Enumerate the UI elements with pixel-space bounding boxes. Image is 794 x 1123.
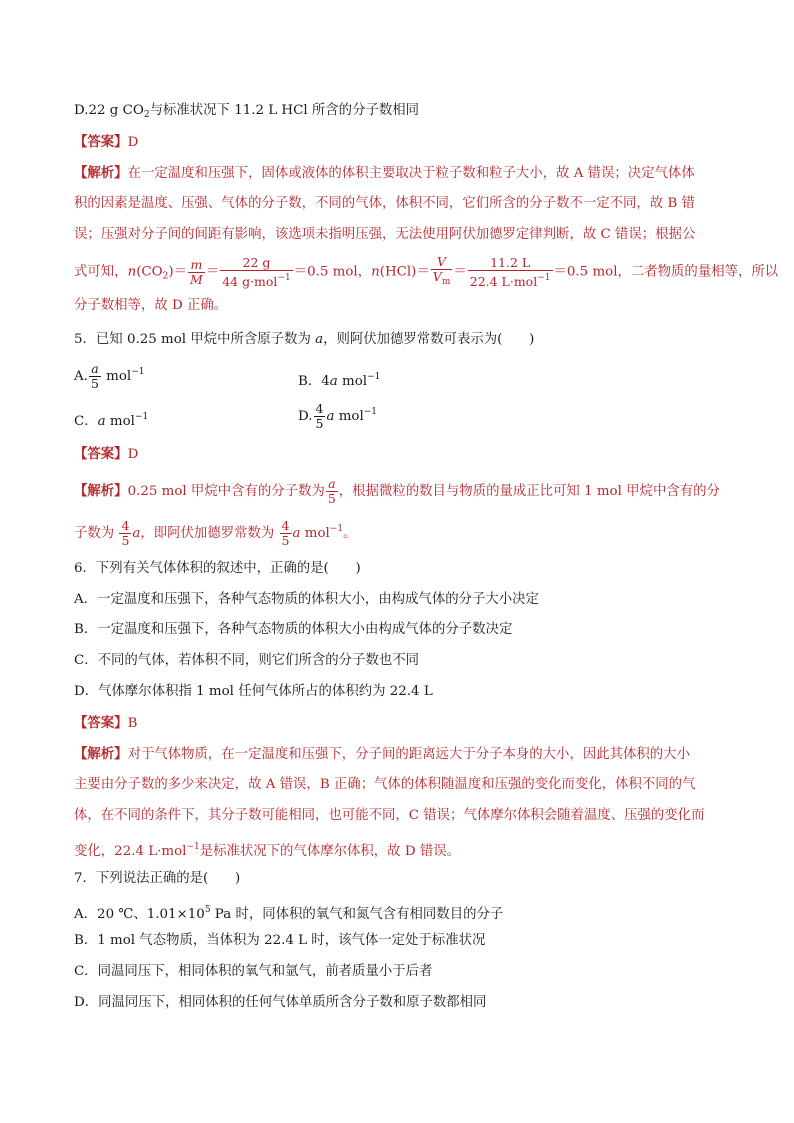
- q7-stem: 7．下列说法正确的是( ): [74, 871, 241, 886]
- q6-stem: 6．下列有关气体体积的叙述中，正确的是( ): [74, 561, 361, 576]
- q7-option-c: C．同温同压下，相同体积的氧气和氩气，前者质量小于后者: [74, 964, 433, 979]
- q4-option-d: D.22 g $CO_2$与标准状况下 11.2 L HCl 所含的分子数相同: [74, 103, 420, 120]
- q6-option-c: C．不同的气体，若体积不同，则它们所含的分子数也不同: [74, 653, 420, 668]
- q6-analysis-line-2: 主要由分子数的多少来决定，故 A 错误，B 正确；气体的体积随温度和压强的变化而变化，体积不同的气: [74, 777, 696, 792]
- q6-answer: 【答案】B: [74, 715, 138, 731]
- q5-option-b: B．4a mol$^{-1}$: [298, 372, 381, 389]
- q6-analysis-line-4: 变化，22.4 L·mol$^{-1}$是标准状况下的气体摩尔体积，故 D 错误。: [74, 842, 460, 859]
- q6-option-a: A．一定温度和压强下，各种气态物质的体积大小，由构成气体的分子大小决定: [74, 592, 539, 607]
- fraction-22g-over-44: $\frac{22 g}{44 g\cdot mol^{-1}}$: [222, 254, 291, 289]
- q4-analysis-line-4: 式可知，$n(CO_2)=$ $\frac{m}{M}$ ＝ $\frac{22 g}{44 g\cdot mol^{-1}}$ ＝0.5 mol，n(HCl)＝ $\frac{V}{V_m}$ ＝ $\frac{11.2 L}{22.4 L\cdot mol^{-1}}$ ＝0.5 mol，二者物质的量相等，所以: [74, 254, 779, 289]
- q4-answer: 【答案】D: [74, 134, 139, 150]
- q7-option-d: D．同温同压下，相同体积的任何气体单质所含分子数和原子数都相同: [74, 995, 487, 1010]
- q4-analysis-line-5: 分子数相等，故 D 正确。: [74, 298, 228, 313]
- q6-analysis-line-3: 体，在不同的条件下，其分子数可能相同，也可能不同，C 错误；气体摩尔体积会随着温度、压强的变化而: [74, 808, 705, 823]
- q5-analysis-line-1: 【解析】0.25 mol 甲烷中含有的分子数为 $\frac{a}{5}$ ，根据微粒的数目与物质的量成正比可知 1 mol 甲烷中含有的分: [74, 476, 720, 506]
- q5-option-c: C．a mol$^{-1}$: [74, 412, 149, 429]
- q4-analysis-line-2: 积的因素是温度、压强、气体的分子数，不同的气体，体积不同，它们所含的分子数不一定不同，故 B 错: [74, 196, 695, 211]
- q7-option-a: A．20 ℃、$1.01\times 10^5$ Pa 时，同体积的氧气和氮气含有相同数目的分子: [74, 905, 504, 922]
- q5-stem: 5．已知 0.25 mol 甲烷中所含原子数为 a，则阿伏加德罗常数可表示为( ): [74, 332, 535, 347]
- q6-option-d: D．气体摩尔体积指 1 mol 任何气体所占的体积约为 22.4 L: [74, 684, 433, 699]
- q4-analysis-line-3: 误；压强对分子间的间距有影响，该选项未指明压强，无法使用阿伏加德罗定律判断，故 C 错误；根据公: [74, 227, 696, 242]
- q5-analysis-line-2: 子数为 $\frac{4}{5}$ a，即阿伏加德罗常数为 $\frac{4}{5}$ a mol$^{-1}$。: [74, 518, 357, 548]
- fraction-m-over-M: $\frac{m}{M}$: [190, 256, 203, 287]
- q5-option-d: D. $\frac{4}{5}$ a mol$^{-1}$: [298, 401, 378, 431]
- q4-analysis-line-1: 【解析】在一定温度和压强下，固体或液体的体积主要取决于粒子数和粒子大小，故 A 错误；决定气体体: [74, 165, 695, 181]
- q7-option-b: B．1 mol 气态物质，当体积为 22.4 L 时，该气体一定处于标准状况: [74, 933, 486, 948]
- q6-analysis-line-1: 【解析】对于气体物质，在一定温度和压强下，分子间的距离远大于分子本身的大小，因此其体积的大小: [74, 746, 690, 762]
- fraction-11-2l-over-22-4: $\frac{11.2 L}{22.4 L\cdot mol^{-1}}$: [469, 254, 551, 289]
- q5-option-a: A. $\frac{a}{5}$ mol$^{-1}$: [74, 361, 145, 391]
- q6-option-b: B．一定温度和压强下，各种气态物质的体积大小由构成气体的分子数决定: [74, 622, 513, 637]
- q5-answer: 【答案】D: [74, 446, 139, 462]
- fraction-v-over-vm: $\frac{V}{V_m}$: [432, 254, 451, 287]
